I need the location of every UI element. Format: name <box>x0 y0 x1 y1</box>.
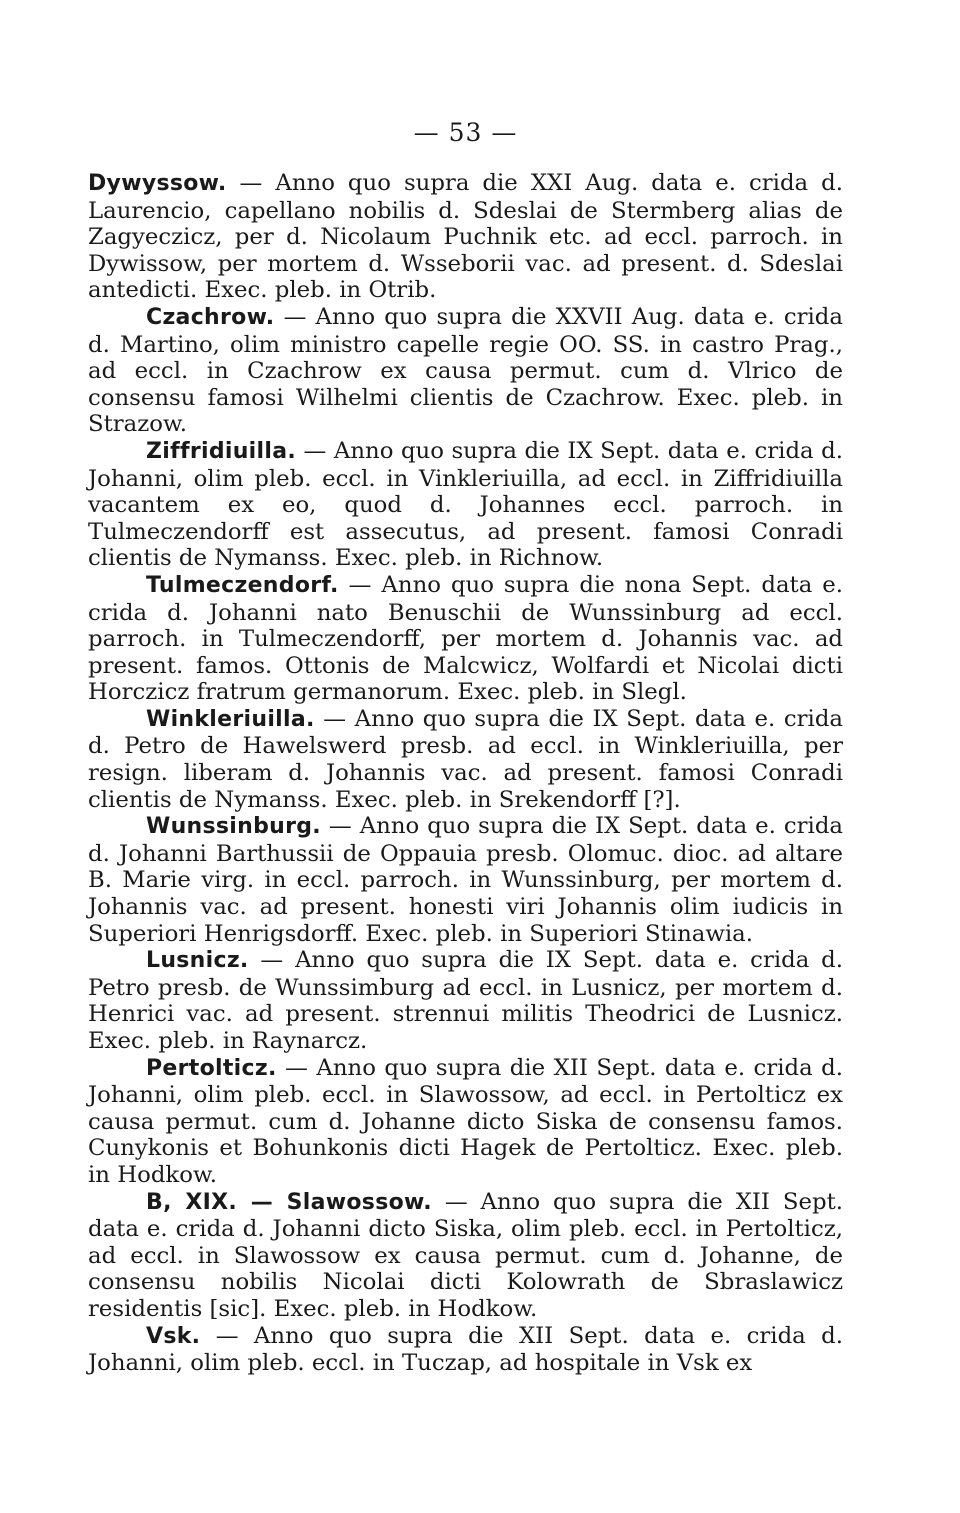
entry-vsk <box>88 1323 843 1377</box>
entry-winkleriuilla <box>88 706 843 813</box>
entry-text: — Anno quo supra die IX Sept. data e. crida d. Johanni, olim pleb. eccl. in Vinkleriuilla, ad eccl. in Ziffridiuilla vacantem ex eo, quod d. Johannes eccl. parroch. in Tulmeczendorff est assecutus, ad present. famosi Conradi clientis de Nymanss. Exec. pleb. in Richnow. <box>88 437 843 572</box>
page-number: — 53 — <box>413 118 518 147</box>
place-name: Winkleriuilla. <box>146 706 315 732</box>
place-name: Lusnicz. <box>146 948 249 974</box>
place-name: Czachrow. <box>146 304 275 330</box>
place-name: Wunssinburg. <box>146 814 321 840</box>
entry-text: — Anno quo supra die XXVII Aug. data e. crida d. Martino, olim ministro capelle regie OO. SS. in castro Prag., ad eccl. in Czachrow ex causa permut. cum d. Vlrico de consensu famosi Wilhelmi clientis de Czachrow. Exec. pleb. in Strazow. <box>88 303 843 438</box>
entry-dywyssow <box>88 170 843 304</box>
entry-text: — Anno quo supra die XII Sept. data e. crida d. Johanni, olim pleb. eccl. in Tuczap, ad hospitale in Vsk ex <box>88 1322 843 1377</box>
place-name: Vsk. <box>146 1323 201 1349</box>
entry-slawossow <box>88 1189 843 1323</box>
document-page <box>88 118 843 1377</box>
entry-pertolticz <box>88 1055 843 1189</box>
entry-tulmeczendorf <box>88 572 843 706</box>
place-name: Tulmeczendorf. <box>146 572 339 598</box>
place-name: Dywyssow. <box>88 171 227 196</box>
entry-text: — Anno quo supra die XII Sept. data e. crida d. Johanni dicto Siska, olim pleb. eccl. in Pertolticz, ad eccl. in Slawossow ex causa permut. cum d. Johanne, de consensu nobilis Nicolai dicti Kolowrath de Sbraslawicz residentis [sic]. Exec. pleb. in Hodkow. <box>88 1188 843 1322</box>
place-name: Pertolticz. <box>146 1055 277 1081</box>
place-name: Ziffridiuilla. <box>146 438 297 464</box>
entry-text: — Anno quo supra die XII Sept. data e. crida d. Johanni, olim pleb. eccl. in Slawossow, ad eccl. in Pertolticz ex causa permut. cum d. Johanne dicto Siska de consensu famos. Cunykonis et Bohunkonis dicti Hagek de Pertolticz. Exec. pleb. in Hodkow. <box>88 1054 843 1188</box>
entry-text: — Anno quo supra die nona Sept. data e. crida d. Johanni nato Benuschii de Wunssinburg ad eccl. parroch. in Tulmeczendorff, per mortem d. Johannis vac. ad present. famos. Ottonis de Malcwicz, Wolfardi et Nicolai dicti Horczicz fratrum germanorum. Exec. pleb. in Slegl. <box>88 571 843 706</box>
entry-text: — Anno quo supra die XXI Aug. data e. crida d. Laurencio, capellano nobilis d. Sdeslai de Stermberg alias de Zagyeczicz, per d. Nicolaum Puchnik etc. ad eccl. parroch. in Dywissow, per mortem d. Wsseborii vac. ad present. d. Sdeslai antedicti. Exec. pleb. in Otrib. <box>88 170 843 304</box>
entry-wunssinburg <box>88 813 843 947</box>
entry-lusnicz <box>88 947 843 1054</box>
entry-ziffridiuilla <box>88 438 843 572</box>
entry-text: — Anno quo supra die IX Sept. data e. crida d. Petro presb. de Wunssimburg ad eccl. in Lusnicz, per mortem d. Henrici vac. ad present. strennui militis Theodrici de Lusnicz. Exec. pleb. in Raynarcz. <box>88 947 843 1054</box>
place-name: B, XIX. — Slawossow. <box>146 1189 432 1215</box>
entry-text: — Anno quo supra die IX Sept. data e. crida d. Petro de Hawelswerd presb. ad eccl. in Winkleriuilla, per resign. liberam d. Johannis vac. ad present. famosi Conradi clientis de Nymanss. Exec. pleb. in Srekendorff [?]. <box>88 705 843 813</box>
entry-czachrow <box>88 304 843 438</box>
entry-text: — Anno quo supra die IX Sept. data e. crida d. Johanni Barthussii de Oppauia presb. Olomuc. dioc. ad altare B. Marie virg. in eccl. parroch. in Wunssinburg, per mortem d. Johannis vac. ad present. honesti viri Johannis olim iudicis in Superiori Henrigsdorff. Exec. pleb. in Superiori Stinawia. <box>88 813 843 947</box>
